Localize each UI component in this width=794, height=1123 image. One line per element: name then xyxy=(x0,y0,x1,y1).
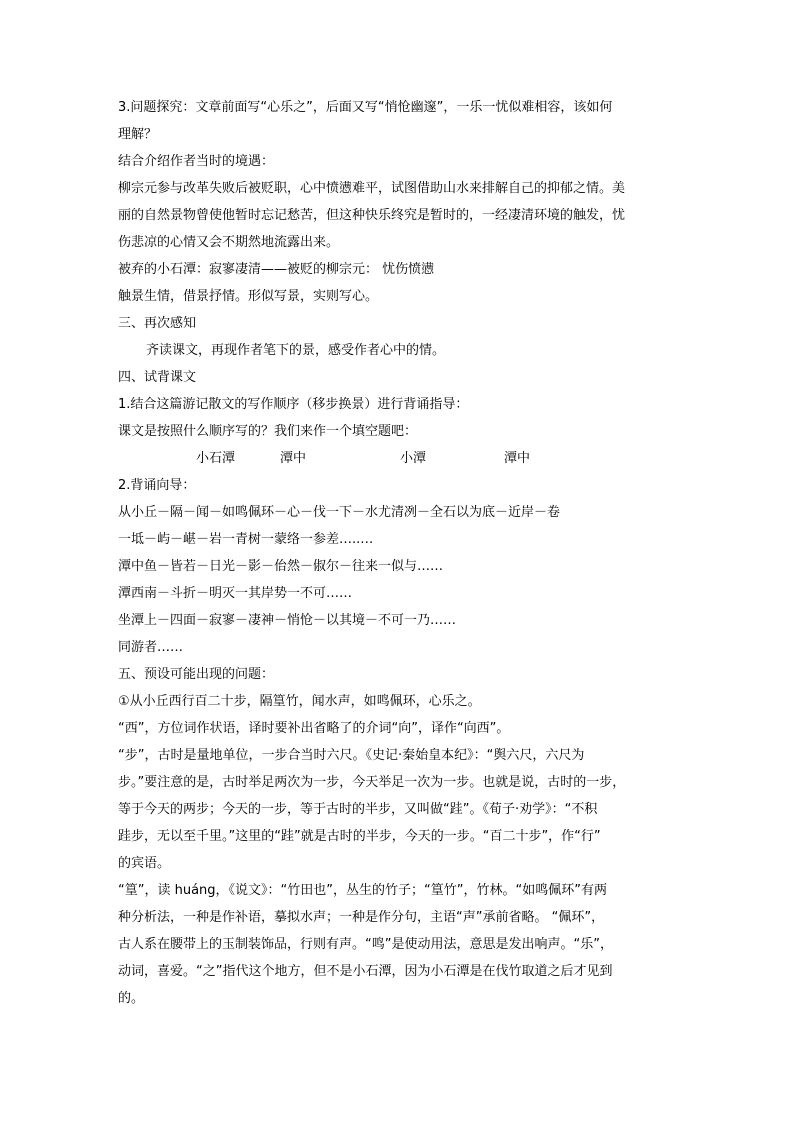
problem3-paragraph: 结合介绍作者当时的境遇： xyxy=(118,154,275,169)
problem3-paragraph: 伤悲凉的心情又会不期然地流露出来。 xyxy=(118,235,340,250)
recite-guide-line: 同游者…… xyxy=(118,640,184,655)
section5-line: “西”，方位词作状语，译时要补出省略了的介词“向”，译作“向西”。 xyxy=(118,721,510,736)
problem3-question-line2: 理解？ xyxy=(118,127,158,142)
recite-guide-line: 坐潭上－四面－寂寥－凄神－悄怆－以其境－不可一乃…… xyxy=(118,613,457,628)
section3-heading: 三、再次感知 xyxy=(118,316,197,331)
problem3-paragraph: 柳宗元参与改革失败后被贬职，心中愤懑难平，试图借助山水来排解自己的抑郁之情。美 xyxy=(118,181,626,196)
problem3-question-line1: 3.问题探究：文章前面写“心乐之”，后面又写“悄怆幽邃”，一乐一忧似难相容，该如何 xyxy=(118,100,613,115)
recite-guide-line: 潭西南－斗折－明灭一其岸势一不可…… xyxy=(118,586,353,601)
problem3-paragraph: 触景生情，借景抒情。形似写景，实则写心。 xyxy=(118,289,379,304)
section4-heading: 四、试背课文 xyxy=(118,370,197,385)
fill-item: 小潭 xyxy=(400,451,427,466)
section5-line: “步”，古时是量地单位，一步合当时六尺。《史记·秦始皇本纪》：“舆六尺，六尺为 xyxy=(118,748,585,763)
section5-line: 古人系在腰带上的玉制装饰品，行则有声。“鸣”是使动用法，意思是发出响声。“乐”， xyxy=(118,937,613,952)
section3-text: 齐读课文，再现作者笔下的景，感受作者心中的情。 xyxy=(146,343,446,358)
section4-line: 课文是按照什么顺序写的？我们来作一个填空题吧： xyxy=(118,424,418,439)
section5-line: ①从小丘西行百二十步，隔篁竹，闻水声，如鸣佩环，心乐之。 xyxy=(118,694,481,709)
section5-heading: 五、预设可能出现的问题： xyxy=(118,667,275,682)
section5-line: 的宾语。 xyxy=(118,856,171,871)
section5-line: 等于今天的两步；今天的一步，等于古时的半步，又叫做“跬”。《荀子·劝学》：“不积 xyxy=(118,802,598,817)
problem3-paragraph: 丽的自然景物曾使他暂时忘记愁苦，但这种快乐终究是暂时的，一经凄清环境的触发，忧 xyxy=(118,208,626,223)
section5-line: 的。 xyxy=(118,991,145,1006)
recite-guide-line: 从小丘－隔－闻－如鸣佩环－心－伐一下－水尤清冽－全石以为底－近岸－卷 xyxy=(118,505,561,520)
section5-line: 跬步，无以至千里。”这里的“跬”就是古时的半步，今天的一步。“百二十步”，作“行” xyxy=(118,829,601,844)
fill-item: 潭中 xyxy=(504,451,531,466)
document-page xyxy=(118,94,678,1012)
recite-guide-line: 一坻－屿－嵁－岩一青树一蒙络一参差…..… xyxy=(118,532,374,547)
section4-line: 1.结合这篇游记散文的写作顺序（移步换景）进行背诵指导： xyxy=(118,397,469,412)
problem3-paragraph: 被弃的小石潭：寂寥凄清——被贬的柳宗元： 忧伤愤懑 xyxy=(118,262,435,277)
fill-item: 潭中 xyxy=(280,451,307,466)
section5-line: 动词，喜爱。“之”指代这个地方，但不是小石潭，因为小石潭是在伐竹取道之后才见到 xyxy=(118,964,613,979)
fill-item: 小石潭 xyxy=(196,451,236,466)
fill-in-row xyxy=(118,445,678,472)
section5-line: “篁”，读 huáng，《说文》：“竹田也”，丛生的竹子；“篁竹”，竹林。“如鸣佩环”有两 xyxy=(118,883,607,898)
section5-line: 步。”要注意的是，古时举足两次为一步，今天举足一次为一步。也就是说，古时的一步， xyxy=(118,775,626,790)
recite-guide-line: 潭中鱼－皆若－日光－影－佁然－俶尔－往来一似与…… xyxy=(118,559,444,574)
section5-line: 种分析法，一种是作补语，摹拟水声；一种是作分句，主语“声”承前省略。 “佩环”， xyxy=(118,910,605,925)
section4-line: 2.背诵向导： xyxy=(118,478,196,493)
